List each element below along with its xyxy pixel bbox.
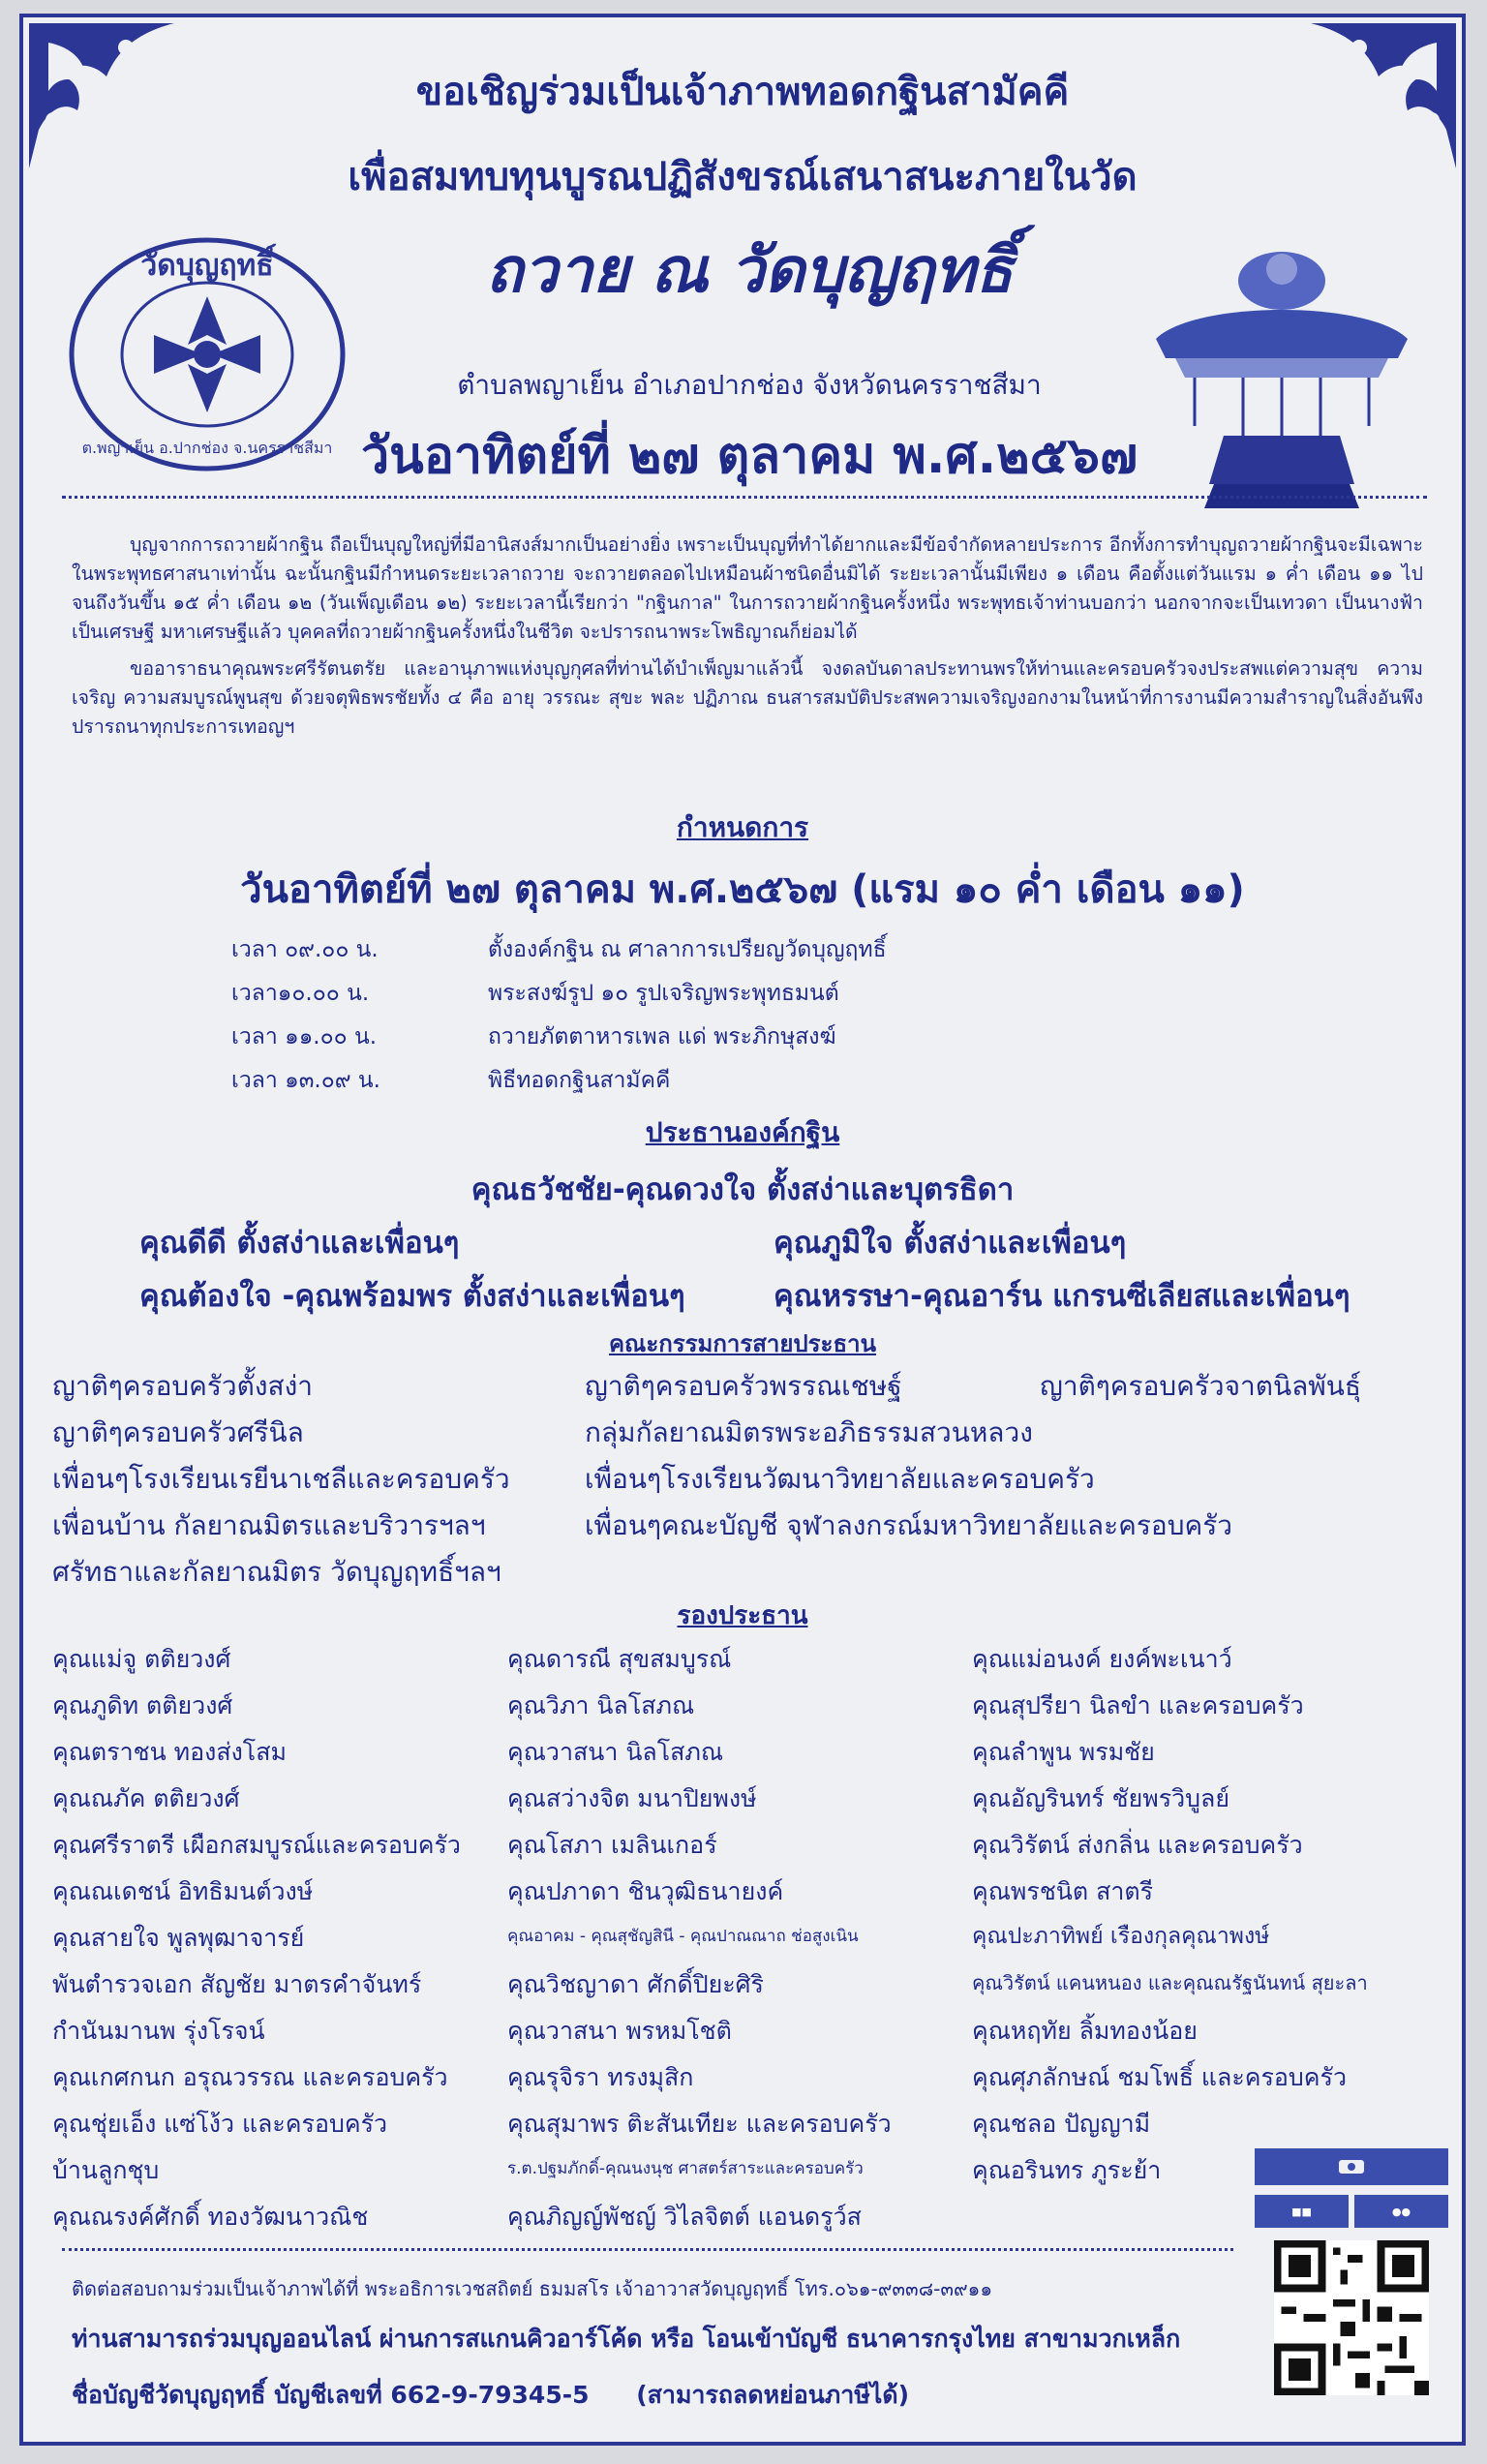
- committee-item-5: กลุ่มกัลยาณมิตรพระอภิธรรมสวนหลวง: [585, 1416, 1033, 1448]
- chair-name-1: คุณดีดี ตั้งสง่าและเพื่อนๆ: [139, 1226, 460, 1261]
- chair-name-4: คุณหรรษา-คุณอาร์น แกรนซีเลียสและเพื่อนๆ: [774, 1279, 1350, 1314]
- vice-col2-12: ร.ต.ปฐมภักดิ์-คุณนงนุช ศาสตร์สาระและครอบครัว: [507, 2159, 864, 2178]
- vice-col1-7: คุณสายใจ พูลพุฒาจารย์: [52, 1924, 305, 1952]
- payment-logos: [1255, 2195, 1448, 2228]
- vice-col2-9: คุณวาสนา พรหมโชติ: [507, 2017, 732, 2045]
- vice-col2-8: คุณวิชญาดา ศักดิ์ปิยะศิริ: [507, 1970, 764, 1998]
- committee-item-6: เพื่อนๆโรงเรียนเรยีนาเชลีและครอบครัว: [52, 1463, 510, 1495]
- schedule-event-4: พิธีทอดกฐินสามัคคี: [488, 1068, 671, 1093]
- payment-service-logo-icon: ●●: [1354, 2195, 1448, 2228]
- vice-col3-7: คุณปะภาทิพย์ เรืองกุลคุณาพงษ์: [972, 1924, 1270, 1949]
- vice-col3-4: คุณอัญรินทร์ ชัยพรวิบูลย์: [972, 1784, 1230, 1812]
- dotted-divider-top: [62, 496, 1427, 499]
- committee-item-8: เพื่อนบ้าน กัลยาณมิตรและบริวารฯลฯ: [52, 1509, 486, 1541]
- schedule-event-2: พระสงฆ์รูป ๑๐ รูปเจริญพระพุทธมนต์: [488, 981, 839, 1006]
- schedule-time-2: เวลา๑๐.๐๐ น.: [231, 981, 370, 1006]
- vice-col3-9: คุณหฤทัย ลิ้มทองน้อย: [972, 2017, 1198, 2045]
- invitation-title: ขอเชิญร่วมเป็นเจ้าภาพทอดกฐินสามัคคี: [415, 70, 1070, 114]
- committee-item-9: เพื่อนๆคณะบัญชี จุฬาลงกรณ์มหาวิทยาลัยและครอบครัว: [585, 1509, 1232, 1541]
- schedule-event-1: ตั้งองค์กฐิน ณ ศาลาการเปรียญวัดบุญฤทธิ์: [488, 937, 887, 962]
- vice-col2-11: คุณสุมาพร ติะสันเทียะ และครอบครัว: [507, 2110, 892, 2138]
- vice-col1-3: คุณตราชน ทองส่งโสม: [52, 1738, 287, 1766]
- event-date-title: วันอาทิตย์ที่ ๒๗ ตุลาคม พ.ศ.๒๕๖๗: [360, 427, 1138, 485]
- vice-col1-12: บ้านลูกชุบ: [52, 2156, 160, 2184]
- tax-deduction-note: (สามารถลดหย่อนภาษีได้): [636, 2381, 910, 2409]
- schedule-time-1: เวลา ๐๙.๐๐ น.: [231, 937, 379, 962]
- vice-col2-4: คุณสว่างจิต มนาปิยพงษ์: [507, 1784, 757, 1812]
- promptpay-logo-icon: ■■: [1255, 2195, 1349, 2228]
- vice-col3-11: คุณชลอ ปัญญามี: [972, 2110, 1151, 2138]
- bank-icon: [1337, 2156, 1366, 2177]
- chair-main-name: คุณธวัชชัย-คุณดวงใจ ตั้งสง่าและบุตรธิดา: [470, 1172, 1015, 1207]
- vice-col1-2: คุณภูดิท ตติยวงศ์: [52, 1691, 233, 1719]
- chair-heading: ประธานองค์กฐิน: [645, 1116, 840, 1148]
- vice-col3-12: คุณอรินทร ภูระย้า: [972, 2156, 1162, 2184]
- vice-col2-13: คุณภิญญ์พัชญ์ วิไลจิตต์ แอนดรูว์ส: [507, 2203, 862, 2231]
- schedule-date: วันอาทิตย์ที่ ๒๗ ตุลาคม พ.ศ.๒๕๖๗ (แรม ๑๐ ค่ำ เดือน ๑๑): [240, 867, 1245, 912]
- committee-heading: คณะกรรมการสายประธาน: [609, 1330, 876, 1357]
- intro-text: [72, 531, 1423, 749]
- vice-col2-10: คุณรุจิรา ทรงมุสิก: [507, 2063, 694, 2091]
- temple-seal-stamp: [62, 228, 352, 480]
- vice-col3-3: คุณลำพูน พรมชัย: [972, 1738, 1155, 1766]
- committee-item-1: ญาติๆครอบครัวตั้งสง่า: [52, 1370, 313, 1402]
- dotted-divider-bottom: [62, 2248, 1233, 2251]
- bank-account-line: [72, 2376, 909, 2415]
- schedule-time-3: เวลา ๑๑.๐๐ น.: [231, 1024, 378, 1049]
- purpose-subtitle: เพื่อสมทบทุนบูรณปฏิสังขรณ์เสนาสนะภายในวัด: [348, 155, 1138, 199]
- online-donation-text: ท่านสามารถร่วมบุญออนไลน์ ผ่านการสแกนคิวอาร์โค้ด หรือ โอนเข้าบัญชี ธนาคารกรุงไทย สาขามวกเหล็ก: [72, 2325, 1181, 2353]
- temple-title: ถวาย ณ วัดบุญฤทธิ์: [485, 235, 1014, 307]
- location-text: ตำบลพญาเย็น อำเภอปากช่อง จังหวัดนครราชสีมา: [457, 369, 1042, 401]
- vice-col3-5: คุณวิรัตน์ ส่งกลิ่น และครอบครัว: [972, 1831, 1303, 1859]
- vice-col2-2: คุณวิภา นิลโสภณ: [507, 1691, 695, 1719]
- chair-name-2: คุณภูมิใจ ตั้งสง่าและเพื่อนๆ: [774, 1226, 1127, 1261]
- vice-col2-7: คุณอาคม - คุณสุชัญสินี - คุณปาณณาถ ช่อสูงเนิน: [507, 1927, 859, 1946]
- chair-name-3: คุณต้องใจ -คุณพร้อมพร ตั้งสง่าและเพื่อนๆ: [139, 1279, 685, 1314]
- vice-col1-6: คุณณเดชน์ อิทธิมนต์วงษ์: [52, 1877, 314, 1905]
- committee-item-3: ญาติๆครอบครัวจาตนิลพันธุ์: [1040, 1370, 1361, 1402]
- committee-item-2: ญาติๆครอบครัวพรรณเชษฐ์: [585, 1370, 902, 1402]
- intro-paragraph-1: บุญจากการถวายผ้ากฐิน ถือเป็นบุญใหญ่ที่มีอานิสงส์มากเป็นอย่างยิ่ง เพราะเป็นบุญที่ทำได้ยากและมีข้อจำกัดหลายประการ อีกทั้งการทำบุญถวายผ้ากฐินจะมีเฉพาะในพระพุทธศาสนาเท่านั้น ฉะนั้นกฐินมีกำหนดระยะเวลาถวาย จะถวายตลอดไปเหมือนผ้าชนิดอื่นมิได้ ระยะเวลานั้นมีเพียง ๑ เดือน คือตั้งแต่วันแรม ๑ ค่ำ เดือน ๑๑ ไปจนถึงวันขึ้น ๑๕ ค่ำ เดือน ๑๒ (วันเพ็ญเดือน ๑๒) ระยะเวลานี้เรียกว่า "กฐินกาล" ในการถวายผ้ากฐินครั้งหนึ่ง พระพุทธเจ้าท่านบอกว่า นอกจากจะเป็นเทวดา เป็นนางฟ้า เป็นเศรษฐี มหาเศรษฐีแล้ว บุคคลที่ถวายผ้ากฐินครั้งหนึ่งในชีวิต จะปรารถนาพระโพธิญาณก็ย่อมได้: [72, 533, 1423, 643]
- vice-col1-9: กำนันมานพ รุ่งโรจน์: [52, 2017, 265, 2045]
- bank-logo-badge: [1255, 2148, 1448, 2185]
- vice-col1-1: คุณแม่จู ตติยวงศ์: [52, 1645, 231, 1673]
- vice-col1-11: คุณชุ่ยเอ็ง แซ่โง้ว และครอบครัว: [52, 2110, 388, 2138]
- seal-text-top: วัดบุญฤทธิ์: [140, 249, 274, 283]
- committee-item-7: เพื่อนๆโรงเรียนวัฒนาวิทยาลัยและครอบครัว: [585, 1463, 1095, 1495]
- committee-item-4: ญาติๆครอบครัวศรีนิล: [52, 1416, 304, 1448]
- schedule-time-4: เวลา ๑๓.๐๙ น.: [231, 1068, 380, 1093]
- vice-col1-10: คุณเกศกนก อรุณวรรณ และครอบครัว: [52, 2063, 448, 2091]
- vice-col1-4: คุณณภัค ตติยวงศ์: [52, 1784, 240, 1812]
- vice-col1-5: คุณศรีราตรี เผือกสมบูรณ์และครอบครัว: [52, 1831, 461, 1859]
- poster-sheet: [19, 14, 1466, 2446]
- kathin-offering-illustration: [1137, 232, 1427, 523]
- intro-paragraph-2: ขออาราธนาคุณพระศรีรัตนตรัย และอานุภาพแห่งบุญกุศลที่ท่านได้บำเพ็ญมาแล้วนี้ จงดลบันดาลประทานพรให้ท่านและครอบครัวจงประสพแต่ความสุข ความเจริญ ความสมบูรณ์พูนสุข ด้วยจตุพิธพรชัยทั้ง ๔ คือ อายุ วรรณะ สุขะ พละ ปฏิภาณ ธนสารสมบัติประสพความเจริญงอกงามในหน้าที่การงานมีความสำราญในสิ่งอันพึงปรารถนาทุกประการเทอญฯ: [72, 657, 1423, 738]
- vice-col2-5: คุณโสภา เมลินเกอร์: [507, 1831, 717, 1859]
- schedule-heading: กำหนดการ: [676, 811, 809, 843]
- vice-col2-3: คุณวาสนา นิลโสภณ: [507, 1738, 724, 1766]
- vice-col3-6: คุณพรชนิต สาตรี: [972, 1877, 1154, 1905]
- vice-col3-1: คุณแม่อนงค์ ยงค์พะเนาว์: [972, 1645, 1232, 1673]
- schedule-event-3: ถวายภัตตาหารเพล แด่ พระภิกษุสงฆ์: [488, 1024, 836, 1049]
- vice-heading: รองประธาน: [677, 1601, 808, 1630]
- vice-col3-2: คุณสุปรียา นิลขำ และครอบครัว: [972, 1691, 1304, 1719]
- vice-col1-8: พันตำรวจเอก สัญชัย มาตรคำจันทร์: [52, 1970, 422, 1998]
- vice-col3-8: คุณวิรัตน์ แคนหนอง และคุณณรัฐนันทน์ สุยะลา: [972, 1971, 1368, 1994]
- vice-col2-6: คุณปภาดา ชินวุฒิธนายงค์: [507, 1877, 784, 1905]
- vice-col2-1: คุณดารณี สุขสมบูรณ์: [507, 1645, 732, 1673]
- bank-account-text: ชื่อบัญชีวัดบุญฤทธิ์ บัญชีเลขที่ 662-9-79345-5: [72, 2381, 590, 2409]
- vice-col1-13: คุณณรงค์ศักดิ์ ทองวัฒนาวณิช: [52, 2203, 369, 2231]
- donation-qr-code[interactable]: [1274, 2240, 1429, 2395]
- seal-text-bottom: ต.พญาเย็น อ.ปากช่อง จ.นครราชสีมา: [81, 439, 333, 457]
- contact-text: ติดต่อสอบถามร่วมเป็นเจ้าภาพได้ที่ พระอธิการเวชสถิตย์ ธมมสโร เจ้าอาวาสวัดบุญฤทธิ์ โทร.๐๖๑-๙๓๓๘-๓๙๑๑: [72, 2277, 993, 2300]
- committee-item-10: ศรัทธาและกัลยาณมิตร วัดบุญฤทธิ์ฯลฯ: [52, 1556, 501, 1588]
- vice-col3-10: คุณศุภลักษณ์ ชมโพธิ์ และครอบครัว: [972, 2063, 1347, 2091]
